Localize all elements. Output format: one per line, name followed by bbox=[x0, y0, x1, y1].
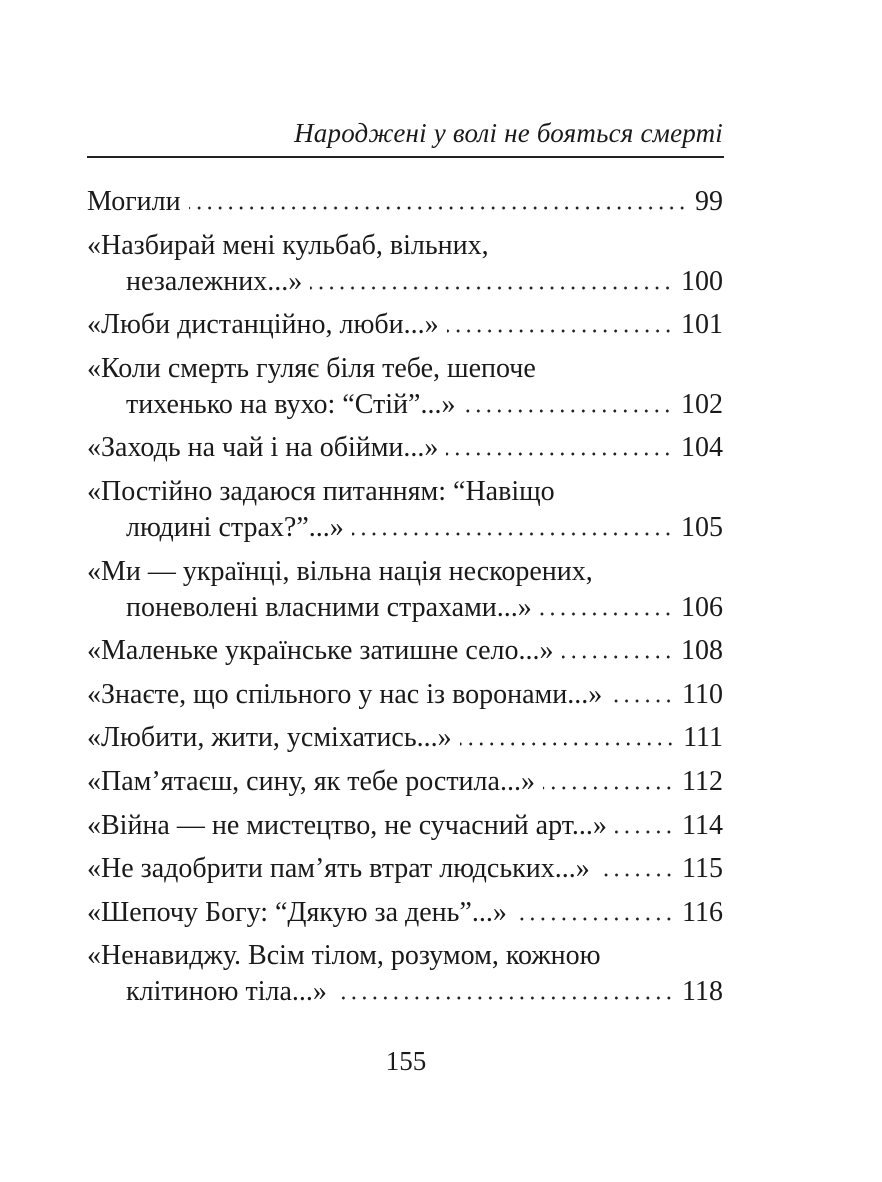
toc-page-number: 111 bbox=[683, 722, 723, 754]
toc-entry[interactable] bbox=[87, 851, 723, 887]
toc-page-number: 110 bbox=[682, 678, 723, 710]
dot-leader bbox=[460, 742, 675, 746]
toc-entry[interactable] bbox=[87, 764, 723, 800]
toc-entry-title: поневолені власними страхами...» bbox=[126, 591, 532, 623]
toc-entry-title: незалежних...» bbox=[126, 265, 303, 297]
toc-entry[interactable] bbox=[87, 184, 723, 220]
dot-leader bbox=[610, 699, 674, 703]
toc-entry-line bbox=[87, 307, 723, 343]
toc-entry-line bbox=[87, 474, 723, 510]
toc-entry-line bbox=[87, 938, 723, 974]
toc-page-number: 115 bbox=[682, 853, 723, 885]
toc-entry-title: «Коли смерть гуляє біля тебе, шепоче bbox=[87, 352, 536, 384]
toc-entry-title: Могили bbox=[87, 186, 181, 217]
toc-page-number: 106 bbox=[681, 591, 723, 623]
dot-leader bbox=[540, 612, 673, 616]
dot-leader bbox=[598, 873, 674, 877]
table-of-contents bbox=[87, 184, 723, 1018]
toc-entry-title: «Шепочу Богу: “Дякую за день”...» bbox=[87, 896, 507, 928]
toc-page-number: 116 bbox=[682, 896, 723, 928]
toc-entry-title: «Люби дистанційно, люби...» bbox=[87, 309, 439, 341]
toc-entry-title: «Ми — українці, вільна нація нескорених, bbox=[87, 555, 593, 587]
toc-entry[interactable] bbox=[87, 474, 723, 546]
toc-page-number: 105 bbox=[681, 511, 723, 543]
toc-entry-title: людині страх?”...» bbox=[126, 511, 344, 543]
toc-entry-title: «Маленьке українське затишне село...» bbox=[87, 635, 554, 667]
toc-entry-line bbox=[87, 808, 723, 844]
toc-entry[interactable] bbox=[87, 554, 723, 626]
toc-page-number: 102 bbox=[681, 388, 723, 420]
toc-page-number: 108 bbox=[681, 635, 723, 667]
toc-page-number: 112 bbox=[682, 765, 723, 797]
toc-entry[interactable] bbox=[87, 430, 723, 466]
toc-page-number: 101 bbox=[681, 309, 723, 341]
dot-leader bbox=[562, 655, 673, 659]
dot-leader bbox=[615, 830, 674, 834]
dot-leader bbox=[463, 409, 673, 413]
toc-entry-title: «Заходь на чай і на обійми...» bbox=[87, 432, 439, 464]
toc-entry-line bbox=[87, 184, 723, 220]
toc-entry-line bbox=[87, 590, 723, 626]
toc-entry[interactable] bbox=[87, 895, 723, 931]
running-head: Народжені у волі не бояться смерті bbox=[294, 118, 723, 148]
page-number: 155 bbox=[385, 1046, 427, 1076]
toc-entry[interactable] bbox=[87, 720, 723, 756]
toc-entry-line bbox=[87, 510, 723, 546]
toc-entry[interactable] bbox=[87, 633, 723, 669]
dot-leader bbox=[447, 329, 673, 333]
dot-leader bbox=[543, 786, 674, 790]
toc-entry-line bbox=[87, 228, 723, 264]
dot-leader bbox=[189, 206, 687, 210]
toc-entry-title: «Пам’ятаєш, сину, як тебе ростила...» bbox=[87, 765, 535, 797]
toc-entry-line bbox=[87, 974, 723, 1010]
toc-entry[interactable] bbox=[87, 228, 723, 300]
toc-entry-title: клітиною тіла...» bbox=[126, 976, 327, 1008]
toc-entry-line bbox=[87, 851, 723, 887]
toc-entry-title: «Не задобрити пам’ять втрат людських...» bbox=[87, 853, 590, 885]
dot-leader bbox=[310, 286, 673, 290]
toc-entry[interactable] bbox=[87, 808, 723, 844]
toc-entry-line bbox=[87, 554, 723, 590]
toc-entry-line bbox=[87, 895, 723, 931]
toc-entry-line bbox=[87, 633, 723, 669]
toc-page-number: 100 bbox=[681, 265, 723, 297]
toc-entry[interactable] bbox=[87, 677, 723, 713]
toc-entry[interactable] bbox=[87, 938, 723, 1010]
toc-entry-title: «Любити, жити, усміхатись...» bbox=[87, 722, 452, 754]
header-rule bbox=[87, 156, 724, 158]
toc-entry-title: «Постійно задаюся питанням: “Навіщо bbox=[87, 475, 555, 507]
toc-entry-line bbox=[87, 387, 723, 423]
toc-entry-title: «Війна — не мистецтво, не сучасний арт...» bbox=[87, 809, 607, 841]
toc-page-number: 99 bbox=[695, 186, 723, 217]
toc-entry-title: «Ненавиджу. Всім тілом, розумом, кожною bbox=[87, 940, 601, 972]
toc-page-number: 114 bbox=[682, 809, 723, 841]
dot-leader bbox=[515, 917, 674, 921]
toc-entry-line bbox=[87, 764, 723, 800]
toc-page-number: 118 bbox=[682, 976, 723, 1008]
toc-entry-title: тихенько на вухо: “Стій”...» bbox=[126, 388, 456, 420]
toc-entry-title: «Знаєте, що спільного у нас із воронами...» bbox=[87, 678, 603, 710]
dot-leader bbox=[446, 452, 673, 456]
toc-page-number: 104 bbox=[681, 432, 723, 464]
toc-entry-line bbox=[87, 720, 723, 756]
toc-entry-line bbox=[87, 351, 723, 387]
toc-entry-line bbox=[87, 430, 723, 466]
toc-entry-line bbox=[87, 264, 723, 300]
toc-entry-line bbox=[87, 677, 723, 713]
dot-leader bbox=[335, 996, 674, 1000]
dot-leader bbox=[352, 532, 673, 536]
toc-entry-title: «Назбирай мені кульбаб, вільних, bbox=[87, 229, 489, 261]
toc-entry[interactable] bbox=[87, 351, 723, 423]
toc-entry[interactable] bbox=[87, 307, 723, 343]
